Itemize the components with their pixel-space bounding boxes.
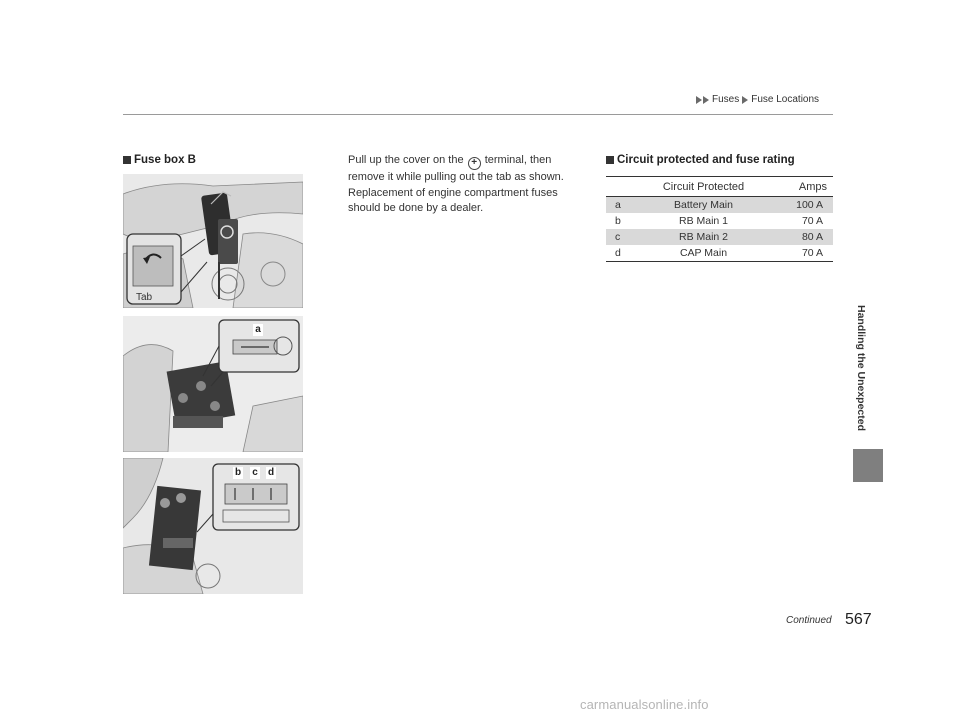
column-header-circuit: Circuit Protected	[634, 177, 773, 197]
column-header-amps: Amps	[773, 177, 833, 197]
fuse-rating-table	[606, 176, 833, 262]
fuse-bcd-location-illustration	[123, 458, 303, 594]
continued-label: Continued	[786, 615, 832, 626]
tab-label: Tab	[136, 292, 153, 303]
chapter-side-tab-label: Handling the Unexpected	[855, 304, 867, 432]
fuse-box-b-cover-illustration	[123, 174, 303, 308]
fuse-a-location-illustration	[123, 316, 303, 452]
table-header-row	[606, 177, 833, 197]
positive-terminal-icon: +	[468, 157, 481, 170]
breadcrumb-subsection[interactable]: Fuse Locations	[751, 94, 820, 105]
breadcrumb	[696, 94, 822, 105]
breadcrumb-arrow-icon	[703, 96, 709, 104]
fuse-label-c: c	[250, 467, 260, 479]
table-row: c RB Main 2 80 A	[606, 229, 833, 245]
fuse-label-d: d	[267, 467, 275, 478]
fuse-label-a: a	[253, 324, 263, 336]
header-divider	[123, 114, 833, 115]
instruction-text: Pull up the cover on the + terminal, then remove it while pulling out the tab as shown. Replacement of engine compartment fuses should be done by a dealer.	[348, 154, 564, 214]
fuse-box-b-heading: Fuse box B	[123, 154, 196, 166]
page-number: 567	[845, 611, 872, 628]
heading-square-icon	[123, 156, 131, 164]
breadcrumb-section[interactable]: Fuses	[712, 94, 740, 105]
table-row: a Battery Main 100 A	[606, 197, 833, 214]
chapter-side-tab-marker	[853, 449, 883, 482]
chapter-side-tab[interactable]	[854, 278, 868, 458]
fuse-label-b: b	[234, 467, 242, 478]
breadcrumb-arrow-icon	[696, 96, 702, 104]
circuit-rating-heading: Circuit protected and fuse rating	[606, 154, 795, 166]
table-row: d CAP Main 70 A	[606, 245, 833, 262]
heading-square-icon	[606, 156, 614, 164]
table-row: b RB Main 1 70 A	[615, 215, 823, 227]
breadcrumb-arrow-icon	[742, 96, 748, 104]
watermark: carmanualsonline.info	[580, 697, 709, 712]
dealer-note: Replacement of engine compartment fuses should be done by a dealer.	[348, 186, 558, 214]
